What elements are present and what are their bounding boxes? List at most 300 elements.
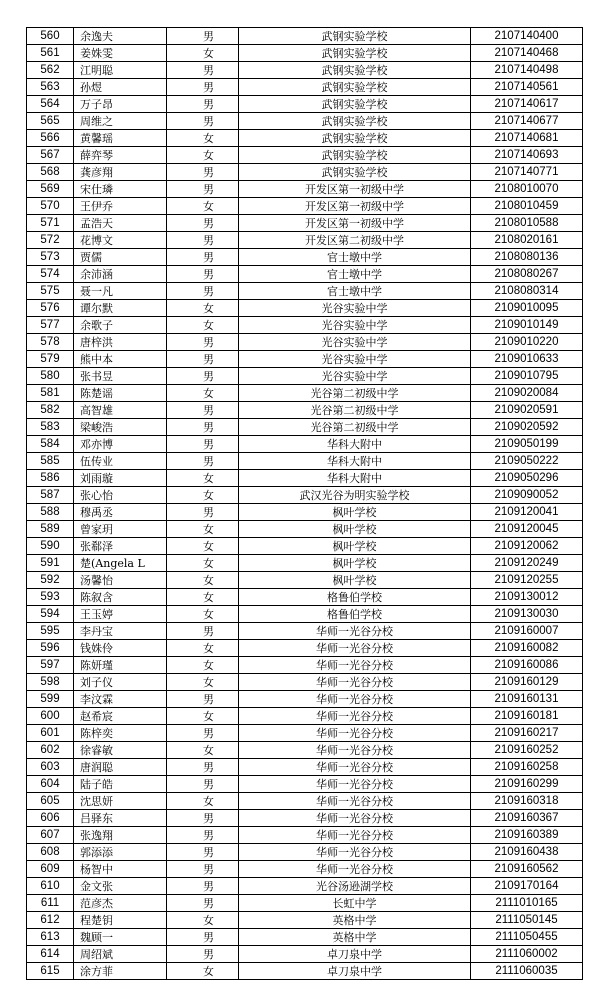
cell-gender: 男 [167,334,239,351]
cell-idx: 573 [27,249,74,266]
cell-name: 贾儒 [74,249,167,266]
table-row [27,657,583,674]
cell-school: 格鲁伯学校 [239,589,471,606]
cell-school: 开发区第二初级中学 [239,232,471,249]
cell-gender: 男 [167,368,239,385]
cell-code: 2107140400 [471,28,583,45]
cell-code: 2111060002 [471,946,583,963]
cell-code: 2109130012 [471,589,583,606]
cell-idx: 614 [27,946,74,963]
cell-name: 江明聪 [74,62,167,79]
cell-code: 2107140468 [471,45,583,62]
table-row [27,895,583,912]
cell-idx: 568 [27,164,74,181]
cell-name: 张书昱 [74,368,167,385]
cell-idx: 561 [27,45,74,62]
cell-gender: 男 [167,810,239,827]
cell-code: 2109160252 [471,742,583,759]
table-row [27,810,583,827]
cell-school: 官士墩中学 [239,266,471,283]
cell-gender: 男 [167,878,239,895]
table-row [27,470,583,487]
table-row [27,538,583,555]
cell-idx: 575 [27,283,74,300]
cell-name: 谭尔默 [74,300,167,317]
cell-school: 光谷实验中学 [239,368,471,385]
cell-idx: 578 [27,334,74,351]
cell-idx: 567 [27,147,74,164]
cell-code: 2109160438 [471,844,583,861]
cell-gender: 女 [167,521,239,538]
cell-idx: 589 [27,521,74,538]
cell-gender: 女 [167,130,239,147]
cell-code: 2109160082 [471,640,583,657]
cell-code: 2107140771 [471,164,583,181]
cell-idx: 602 [27,742,74,759]
cell-name: 梁峻浩 [74,419,167,436]
cell-school: 武钢实验学校 [239,28,471,45]
cell-gender: 女 [167,963,239,980]
cell-gender: 女 [167,674,239,691]
cell-code: 2109050296 [471,470,583,487]
cell-name: 郭添添 [74,844,167,861]
cell-school: 华师一光谷分校 [239,861,471,878]
cell-code: 2109160258 [471,759,583,776]
cell-school: 卓刀泉中学 [239,963,471,980]
table-row [27,249,583,266]
cell-code: 2109120045 [471,521,583,538]
cell-school: 卓刀泉中学 [239,946,471,963]
cell-school: 武钢实验学校 [239,147,471,164]
cell-school: 光谷第二初级中学 [239,419,471,436]
cell-name: 黄馨瑶 [74,130,167,147]
cell-school: 光谷汤逊湖学校 [239,878,471,895]
cell-code: 2109160217 [471,725,583,742]
cell-idx: 594 [27,606,74,623]
cell-name: 吕驿东 [74,810,167,827]
cell-school: 武钢实验学校 [239,113,471,130]
cell-idx: 588 [27,504,74,521]
table-row [27,623,583,640]
table-row [27,96,583,113]
cell-gender: 女 [167,708,239,725]
table-row [27,147,583,164]
cell-idx: 597 [27,657,74,674]
cell-idx: 576 [27,300,74,317]
table-row [27,946,583,963]
cell-idx: 608 [27,844,74,861]
table-row [27,691,583,708]
cell-school: 格鲁伯学校 [239,606,471,623]
cell-idx: 583 [27,419,74,436]
cell-name: 陈叙含 [74,589,167,606]
cell-school: 光谷第二初级中学 [239,402,471,419]
cell-idx: 603 [27,759,74,776]
cell-code: 2108010070 [471,181,583,198]
table-row [27,742,583,759]
table-row [27,487,583,504]
cell-gender: 男 [167,946,239,963]
table-row [27,45,583,62]
cell-school: 光谷实验中学 [239,334,471,351]
cell-name: 余沛涵 [74,266,167,283]
cell-name: 曾家玥 [74,521,167,538]
table-row [27,589,583,606]
cell-idx: 586 [27,470,74,487]
cell-code: 2109160299 [471,776,583,793]
cell-code: 2109020591 [471,402,583,419]
cell-school: 开发区第一初级中学 [239,215,471,232]
table-row [27,844,583,861]
cell-idx: 601 [27,725,74,742]
cell-code: 2109010149 [471,317,583,334]
cell-name: 龚彦翔 [74,164,167,181]
cell-school: 华师一光谷分校 [239,691,471,708]
cell-name: 王玉婷 [74,606,167,623]
student-table [26,27,583,980]
cell-school: 华科大附中 [239,436,471,453]
table-row [27,300,583,317]
cell-gender: 男 [167,79,239,96]
cell-school: 长虹中学 [239,895,471,912]
cell-gender: 女 [167,317,239,334]
cell-school: 华师一光谷分校 [239,708,471,725]
cell-gender: 女 [167,742,239,759]
table-row [27,674,583,691]
cell-name: 孟浩天 [74,215,167,232]
table-row [27,334,583,351]
cell-name: 刘子仪 [74,674,167,691]
cell-idx: 610 [27,878,74,895]
table-row [27,368,583,385]
table-row [27,759,583,776]
table-row [27,912,583,929]
cell-code: 2109160181 [471,708,583,725]
cell-name: 金文张 [74,878,167,895]
cell-name: 姜姝雯 [74,45,167,62]
cell-name: 宋仕璘 [74,181,167,198]
table-row [27,555,583,572]
table-row [27,504,583,521]
cell-school: 华师一光谷分校 [239,793,471,810]
cell-name: 赵希宸 [74,708,167,725]
cell-gender: 男 [167,62,239,79]
table-row [27,164,583,181]
cell-school: 官士墩中学 [239,249,471,266]
table-row [27,351,583,368]
cell-name: 余歌子 [74,317,167,334]
cell-name: 万子昂 [74,96,167,113]
table-row [27,725,583,742]
cell-name: 陈妍瑾 [74,657,167,674]
cell-name: 楚(Angela L [74,555,167,572]
cell-idx: 577 [27,317,74,334]
cell-school: 武钢实验学校 [239,130,471,147]
table-row [27,62,583,79]
cell-code: 2109050199 [471,436,583,453]
cell-idx: 565 [27,113,74,130]
cell-gender: 男 [167,283,239,300]
cell-school: 华师一光谷分校 [239,674,471,691]
cell-idx: 600 [27,708,74,725]
cell-idx: 585 [27,453,74,470]
cell-gender: 男 [167,351,239,368]
cell-idx: 598 [27,674,74,691]
cell-name: 唐润聪 [74,759,167,776]
table-row [27,317,583,334]
cell-code: 2107140693 [471,147,583,164]
cell-school: 枫叶学校 [239,538,471,555]
cell-gender: 女 [167,487,239,504]
cell-name: 涂方菲 [74,963,167,980]
table-row [27,793,583,810]
table-row [27,963,583,980]
cell-code: 2108020161 [471,232,583,249]
cell-gender: 男 [167,725,239,742]
cell-school: 华师一光谷分校 [239,776,471,793]
table-row [27,385,583,402]
cell-code: 2109170164 [471,878,583,895]
cell-school: 华师一光谷分校 [239,827,471,844]
cell-idx: 570 [27,198,74,215]
cell-code: 2108080314 [471,283,583,300]
cell-school: 武钢实验学校 [239,79,471,96]
cell-idx: 580 [27,368,74,385]
cell-school: 枫叶学校 [239,572,471,589]
cell-gender: 男 [167,28,239,45]
cell-code: 2109010095 [471,300,583,317]
table-row [27,708,583,725]
cell-school: 华师一光谷分校 [239,657,471,674]
cell-gender: 男 [167,504,239,521]
table-row [27,572,583,589]
cell-gender: 女 [167,589,239,606]
cell-gender: 男 [167,215,239,232]
cell-gender: 女 [167,555,239,572]
cell-name: 程楚钥 [74,912,167,929]
cell-gender: 男 [167,895,239,912]
cell-code: 2109010220 [471,334,583,351]
table-row [27,436,583,453]
cell-code: 2109010633 [471,351,583,368]
cell-idx: 591 [27,555,74,572]
cell-code: 2107140498 [471,62,583,79]
cell-gender: 男 [167,929,239,946]
cell-code: 2109120249 [471,555,583,572]
cell-code: 2109160318 [471,793,583,810]
cell-code: 2109120255 [471,572,583,589]
table-row [27,606,583,623]
cell-idx: 611 [27,895,74,912]
table-row [27,929,583,946]
cell-name: 李汶霖 [74,691,167,708]
cell-code: 2107140677 [471,113,583,130]
cell-gender: 女 [167,572,239,589]
cell-idx: 605 [27,793,74,810]
cell-name: 汤馨怡 [74,572,167,589]
cell-name: 李丹宝 [74,623,167,640]
cell-idx: 604 [27,776,74,793]
cell-name: 陈梓奕 [74,725,167,742]
cell-name: 徐睿敏 [74,742,167,759]
cell-gender: 男 [167,164,239,181]
cell-school: 华师一光谷分校 [239,640,471,657]
cell-code: 2108010459 [471,198,583,215]
table-row [27,419,583,436]
cell-gender: 男 [167,232,239,249]
cell-idx: 593 [27,589,74,606]
cell-idx: 564 [27,96,74,113]
cell-name: 邓亦博 [74,436,167,453]
cell-school: 武钢实验学校 [239,164,471,181]
cell-idx: 596 [27,640,74,657]
cell-idx: 584 [27,436,74,453]
cell-gender: 男 [167,827,239,844]
cell-gender: 男 [167,691,239,708]
table-row [27,113,583,130]
cell-idx: 579 [27,351,74,368]
cell-code: 2107140617 [471,96,583,113]
cell-school: 华师一光谷分校 [239,742,471,759]
table-row [27,402,583,419]
cell-school: 枫叶学校 [239,555,471,572]
cell-name: 花博文 [74,232,167,249]
cell-gender: 男 [167,623,239,640]
cell-name: 杨智中 [74,861,167,878]
cell-idx: 560 [27,28,74,45]
cell-code: 2108080267 [471,266,583,283]
cell-name: 张郗泽 [74,538,167,555]
cell-idx: 581 [27,385,74,402]
cell-name: 薛弈琴 [74,147,167,164]
cell-idx: 595 [27,623,74,640]
table-body [27,28,583,980]
cell-code: 2111060035 [471,963,583,980]
cell-code: 2107140561 [471,79,583,96]
cell-school: 华师一光谷分校 [239,844,471,861]
cell-idx: 615 [27,963,74,980]
table-row [27,861,583,878]
table-row [27,776,583,793]
cell-school: 英格中学 [239,912,471,929]
cell-idx: 587 [27,487,74,504]
cell-name: 范彦杰 [74,895,167,912]
cell-school: 华师一光谷分校 [239,759,471,776]
table-row [27,232,583,249]
cell-code: 2109020592 [471,419,583,436]
cell-idx: 609 [27,861,74,878]
cell-gender: 女 [167,657,239,674]
cell-gender: 女 [167,606,239,623]
cell-gender: 女 [167,198,239,215]
cell-name: 高智雄 [74,402,167,419]
cell-code: 2109120041 [471,504,583,521]
table-row [27,640,583,657]
cell-school: 英格中学 [239,929,471,946]
cell-school: 枫叶学校 [239,504,471,521]
cell-gender: 男 [167,844,239,861]
cell-gender: 男 [167,181,239,198]
table-row [27,181,583,198]
cell-name: 张逸翔 [74,827,167,844]
cell-gender: 女 [167,912,239,929]
cell-code: 2111050145 [471,912,583,929]
cell-name: 王伊乔 [74,198,167,215]
cell-idx: 590 [27,538,74,555]
cell-idx: 562 [27,62,74,79]
cell-code: 2108010588 [471,215,583,232]
cell-code: 2109160131 [471,691,583,708]
cell-idx: 569 [27,181,74,198]
cell-code: 2109050222 [471,453,583,470]
cell-gender: 女 [167,385,239,402]
cell-idx: 613 [27,929,74,946]
cell-name: 伍传业 [74,453,167,470]
cell-name: 陈楚谣 [74,385,167,402]
cell-idx: 599 [27,691,74,708]
cell-name: 周绍斌 [74,946,167,963]
table-row [27,283,583,300]
cell-gender: 女 [167,793,239,810]
cell-idx: 612 [27,912,74,929]
cell-idx: 592 [27,572,74,589]
cell-gender: 男 [167,436,239,453]
cell-school: 华师一光谷分校 [239,725,471,742]
cell-name: 熊中本 [74,351,167,368]
cell-code: 2109160389 [471,827,583,844]
cell-name: 钱姝伶 [74,640,167,657]
cell-school: 光谷实验中学 [239,351,471,368]
cell-school: 官士墩中学 [239,283,471,300]
cell-code: 2111010165 [471,895,583,912]
cell-school: 武钢实验学校 [239,45,471,62]
cell-idx: 606 [27,810,74,827]
table-row [27,130,583,147]
cell-gender: 男 [167,419,239,436]
cell-code: 2109160562 [471,861,583,878]
cell-name: 余逸夫 [74,28,167,45]
cell-school: 光谷第二初级中学 [239,385,471,402]
cell-name: 陆子皓 [74,776,167,793]
table-row [27,215,583,232]
cell-gender: 女 [167,45,239,62]
cell-idx: 572 [27,232,74,249]
cell-gender: 女 [167,470,239,487]
cell-name: 穆禹丞 [74,504,167,521]
cell-gender: 女 [167,147,239,164]
table-row [27,28,583,45]
cell-school: 武钢实验学校 [239,96,471,113]
cell-code: 2109160129 [471,674,583,691]
cell-code: 2109020084 [471,385,583,402]
cell-school: 武汉光谷为明实验学校 [239,487,471,504]
cell-idx: 607 [27,827,74,844]
table-row [27,878,583,895]
cell-school: 光谷实验中学 [239,317,471,334]
cell-school: 华科大附中 [239,470,471,487]
cell-gender: 男 [167,402,239,419]
cell-idx: 574 [27,266,74,283]
cell-name: 张心怡 [74,487,167,504]
cell-school: 开发区第一初级中学 [239,198,471,215]
cell-name: 孙煜 [74,79,167,96]
cell-code: 2109120062 [471,538,583,555]
cell-code: 2109160086 [471,657,583,674]
cell-name: 唐梓洪 [74,334,167,351]
cell-name: 刘雨璇 [74,470,167,487]
cell-gender: 男 [167,266,239,283]
cell-school: 开发区第一初级中学 [239,181,471,198]
